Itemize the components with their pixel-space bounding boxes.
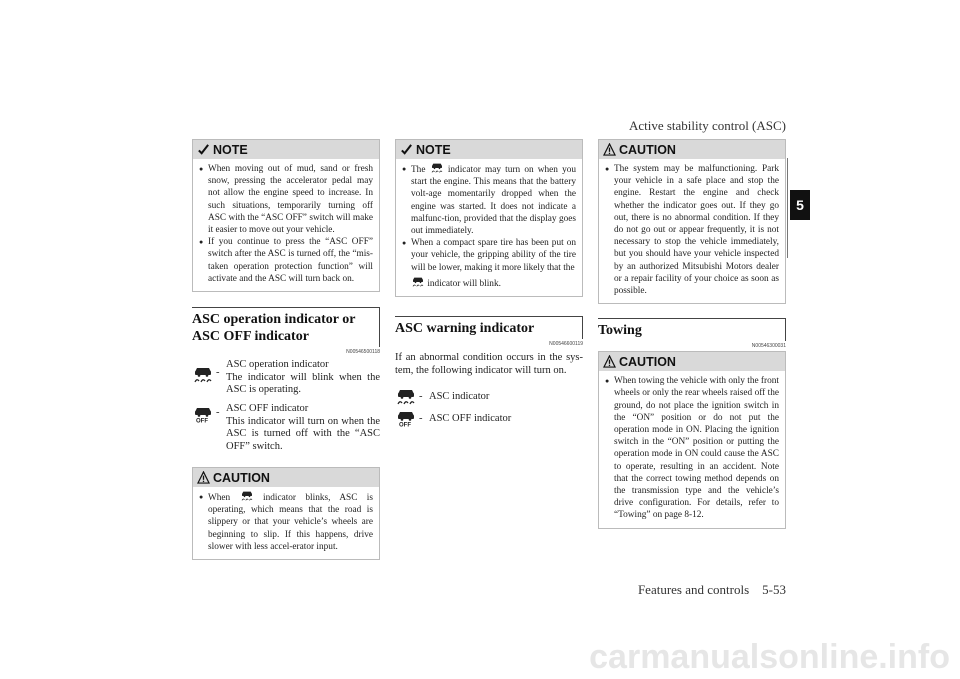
footer-page-number: 5-53 bbox=[762, 582, 786, 597]
asc-indicator-icon bbox=[192, 367, 214, 383]
dash: - bbox=[216, 407, 220, 419]
caution-triangle-icon bbox=[603, 355, 616, 368]
asc-off-indicator-icon bbox=[192, 407, 214, 423]
note-label: NOTE bbox=[416, 142, 451, 157]
caution-body bbox=[599, 371, 785, 527]
asc-indicator-icon bbox=[395, 389, 417, 405]
note-item-2 bbox=[402, 237, 576, 290]
section-code: N00546600119 bbox=[549, 341, 583, 348]
caution-triangle-icon bbox=[197, 471, 210, 484]
note-body bbox=[396, 159, 582, 296]
note-item-tail: indicator will blink. bbox=[427, 278, 501, 289]
caution-box-2 bbox=[598, 139, 786, 304]
note-label: NOTE bbox=[213, 142, 248, 157]
indicator-text bbox=[226, 403, 380, 453]
page-header-title: Active stability control (ASC) bbox=[628, 118, 786, 133]
note-item-pre: The bbox=[411, 165, 426, 175]
chapter-tab-line bbox=[787, 158, 788, 258]
caution-item: ● The system may be malfunctioning. Park your vehicle in a safe place and stop the engine. Restart the engine and check whether the indicator goes out. If they go out, there is no abnormal condition. If they do not go out or appear frequently, it is not necessary to stop the vehicle immediately, but you should have your vehicle inspected by an authorized Mitsubishi Motors dealer or a repair facility of your choice as soon as possible. bbox=[605, 163, 779, 297]
warning-row-asc-off bbox=[395, 411, 583, 433]
asc-indicator-icon bbox=[411, 277, 425, 287]
asc-indicator-icon bbox=[240, 491, 254, 501]
indicator-desc: The indicator will blink when the ASC is operating. bbox=[226, 371, 380, 396]
note-check-icon bbox=[197, 143, 210, 156]
dash: - bbox=[216, 367, 220, 379]
note-check-icon bbox=[400, 143, 413, 156]
section-title-operation-indicator: ASC operation indicator or ASC OFF indicator bbox=[192, 307, 380, 347]
note-item-1 bbox=[402, 163, 576, 237]
warning-title: ASC indicator bbox=[429, 391, 490, 403]
note-body bbox=[193, 159, 379, 291]
caution-body bbox=[599, 159, 785, 303]
warning-title: ASC OFF indicator bbox=[429, 413, 512, 425]
caution-label: CAUTION bbox=[619, 354, 676, 369]
dash: - bbox=[419, 391, 423, 403]
caution-header bbox=[193, 468, 379, 487]
footer-section-name: Features and controls bbox=[637, 582, 750, 597]
caution-header bbox=[599, 140, 785, 159]
column-2 bbox=[395, 139, 583, 433]
asc-off-indicator-icon bbox=[395, 411, 417, 427]
page-footer bbox=[0, 582, 786, 598]
section-title-towing: Towing bbox=[598, 318, 786, 341]
section-title-warning-indicator: ASC warning indicator bbox=[395, 316, 583, 339]
caution-header bbox=[599, 352, 785, 371]
caution-item: ● When towing the vehicle with only the front wheels or only the rear wheels raised off the ground, do not place the ignition switch in the “ON” position or do not put the operation mode in ON. Placing the ignition switch in the “ON” position or putting the operation mode in ON could cause the ASC to operate, resulting in an accident. Note that the correct towing method depends on the transmission type and the vehicle’s drive configuration. For details, refer to “Towing” on page 8-12. bbox=[605, 375, 779, 521]
note-item-text: When a compact spare tire has been put on your vehicle, the gripping ability of the tire will be lower, making it more likely that the bbox=[411, 238, 576, 273]
caution-label: CAUTION bbox=[213, 470, 270, 485]
caution-item bbox=[199, 491, 373, 553]
note-header bbox=[396, 140, 582, 159]
column-1 bbox=[192, 139, 380, 560]
indicator-text bbox=[226, 359, 380, 397]
indicator-row-asc bbox=[192, 359, 380, 403]
note-item-2: ● If you continue to press the “ASC OFF” switch after the ASC is turned off, the “mis-taken operation protection function” will activate and the ASC will turn back on. bbox=[199, 236, 373, 285]
caution-box-3 bbox=[598, 351, 786, 528]
caution-pre: When bbox=[208, 493, 231, 504]
column-3 bbox=[598, 139, 786, 529]
indicator-row-asc-off bbox=[192, 403, 380, 465]
indicator-title: ASC OFF indicator bbox=[226, 403, 309, 415]
dash: - bbox=[419, 413, 423, 425]
indicator-title: ASC operation indicator bbox=[226, 359, 329, 371]
chapter-tab: 5 bbox=[790, 190, 810, 220]
caution-body bbox=[193, 487, 379, 559]
section-code: N00546500118 bbox=[346, 349, 380, 356]
caution-triangle-icon bbox=[603, 143, 616, 156]
note-box-2 bbox=[395, 139, 583, 297]
note-header bbox=[193, 140, 379, 159]
note-item-1: ● When moving out of mud, sand or fresh snow, pressing the accelerator pedal may not allow the engine speed to increase. In such situations, temporarily turning off ASC with the “ASC OFF” switch will make it easier to move out your vehicle. bbox=[199, 163, 373, 236]
caution-text: indicator blinks, ASC is operating, which means that the road is slippery or that your vehicle’s wheels are beginning to slip. If this happens, drive slower with less accel-erator input. bbox=[208, 493, 374, 552]
asc-indicator-icon bbox=[430, 163, 444, 173]
note-box-1 bbox=[192, 139, 380, 292]
warning-intro: If an abnormal condition occurs in the sys-tem, the following indicator will turn on. bbox=[395, 352, 583, 377]
watermark: carmanualsonline.info bbox=[589, 638, 950, 676]
section-code: N00546300031 bbox=[751, 343, 786, 350]
caution-box-1 bbox=[192, 467, 380, 560]
indicator-desc: This indicator will turn on when the ASC is turned off with the “ASC OFF” switch. bbox=[226, 415, 380, 452]
note-item-text: indicator may turn on when you start the engine. This means that the battery volt-age momentarily dropped when the engine was started. It does not indicate a malfunc-tion, provided that the display goes out immediately. bbox=[411, 165, 577, 237]
caution-label: CAUTION bbox=[619, 142, 676, 157]
warning-row-asc bbox=[395, 389, 583, 411]
